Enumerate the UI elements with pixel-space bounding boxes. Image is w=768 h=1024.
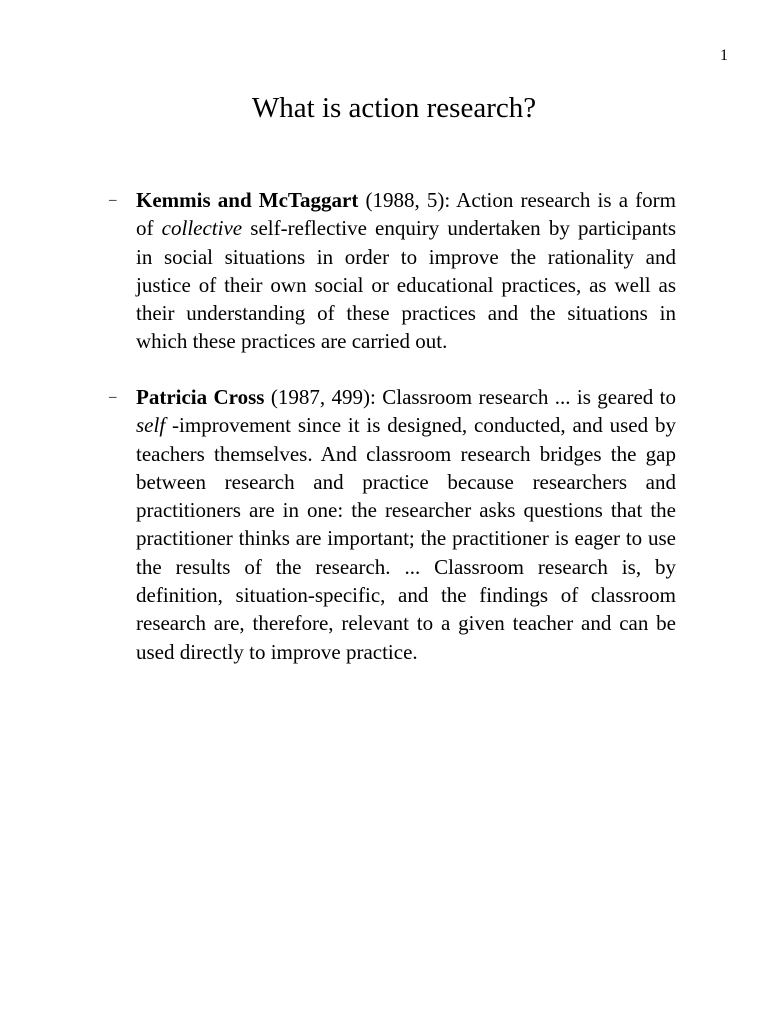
dash-bullet: – [109, 192, 117, 208]
emphasized-word: self [136, 413, 166, 438]
emphasized-word: collective [161, 216, 243, 241]
citation-text: (1988, 5): Action research is a form of [136, 188, 676, 241]
definition-item-kemmis-mctaggart [109, 186, 676, 356]
page-title: What is action research? [251, 92, 537, 124]
author-name: Patricia Cross [136, 385, 265, 409]
citation-text: (1987, 499): Classroom research ... is geared to [264, 385, 676, 409]
dash-bullet: – [109, 389, 117, 405]
quote-text: -improvement since it is designed, conducted, and used by teachers themselves. And classroom research bridges the gap between research and practice because researchers and practitioners are in one: the researcher asks questions that the practitioner thinks are important; the practitioner is eager to use the results of the research. ... Classroom research is, by definition, situation-specific, and the findings of classroom research are, therefore, relevant to a given teacher and can be used directly to improve practice. [136, 413, 676, 664]
page-number: 1 [720, 47, 728, 64]
quote-text: self-reflective enquiry undertaken by participants in social situations in order to improve the rationality and justice of their own social or educational practices, as well as their understanding of these practices and the situations in which these practices are carried out. [136, 216, 676, 354]
author-name: Kemmis and McTaggart [136, 188, 359, 212]
definition-item-patricia-cross [109, 383, 676, 666]
